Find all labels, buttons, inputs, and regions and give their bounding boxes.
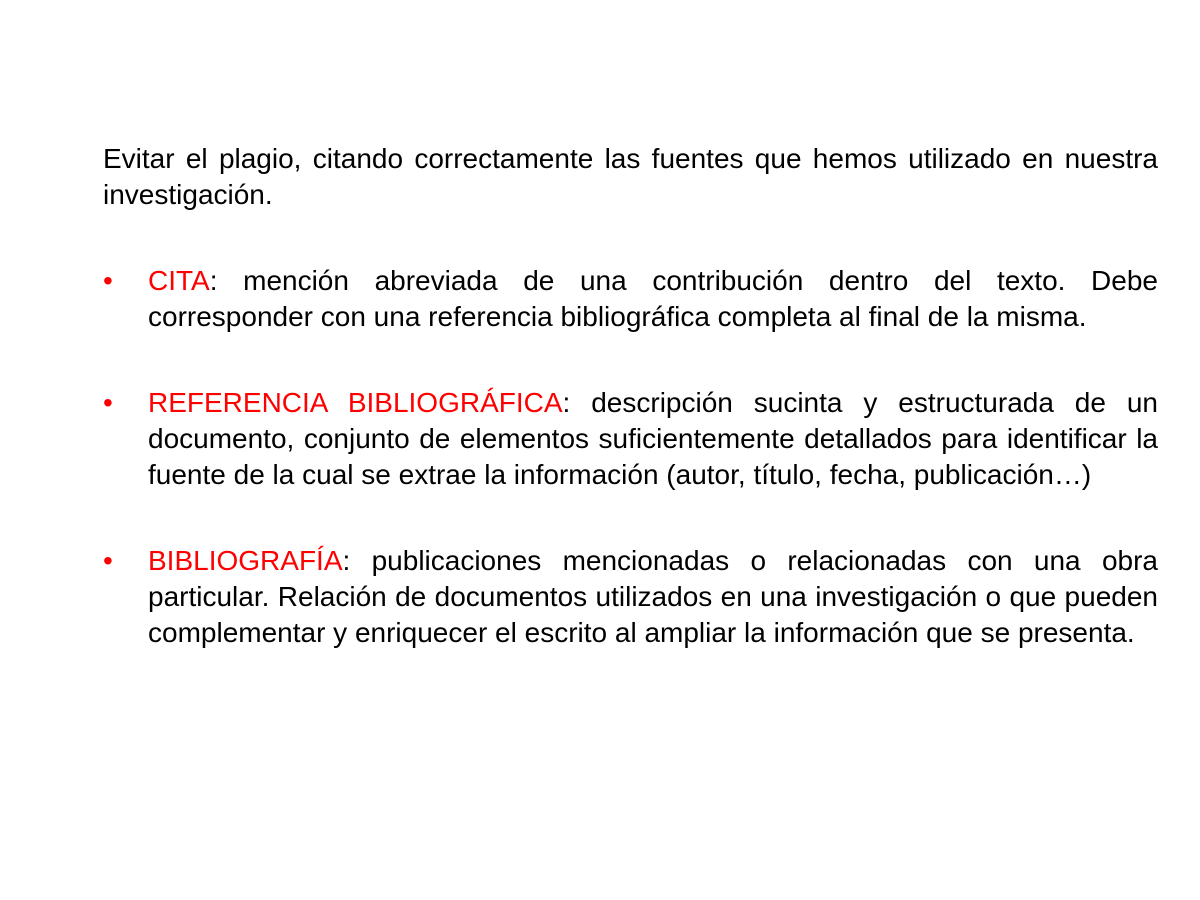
definition-list <box>103 263 1158 651</box>
bullet-icon: • <box>103 265 113 296</box>
definition-cita: : mención abreviada de una contribución dentro del texto. Debe corresponder con una referencia bibliográfica completa al final de la misma. <box>148 265 1158 332</box>
term-referencia-bibliografica: REFERENCIA BIBLIOGRÁFICA <box>148 387 563 418</box>
definition-item-bibliografia <box>103 543 1158 651</box>
definition-item-referencia-bibliografica <box>103 385 1158 493</box>
definition-bibliografia: : publicaciones mencionadas o relacionadas con una obra particular. Relación de documentos utilizados en una investigación o que pueden complementar y enriquecer el escrito al ampliar la información que se presenta. <box>148 545 1158 648</box>
definition-item-cita <box>103 263 1158 335</box>
intro-paragraph: Evitar el plagio, citando correctamente las fuentes que hemos utilizado en nuestra investigación. <box>103 143 1158 210</box>
slide-content <box>103 141 1158 701</box>
definition-referencia-bibliografica: : descripción sucinta y estructurada de un documento, conjunto de elementos suficientemente detallados para identificar la fuente de la cual se extrae la información (autor, título, fecha, publicación…) <box>148 387 1158 490</box>
term-cita: CITA <box>148 265 210 296</box>
term-bibliografia: BIBLIOGRAFÍA <box>148 545 343 576</box>
bullet-icon: • <box>103 387 113 418</box>
bullet-icon: • <box>103 545 113 576</box>
